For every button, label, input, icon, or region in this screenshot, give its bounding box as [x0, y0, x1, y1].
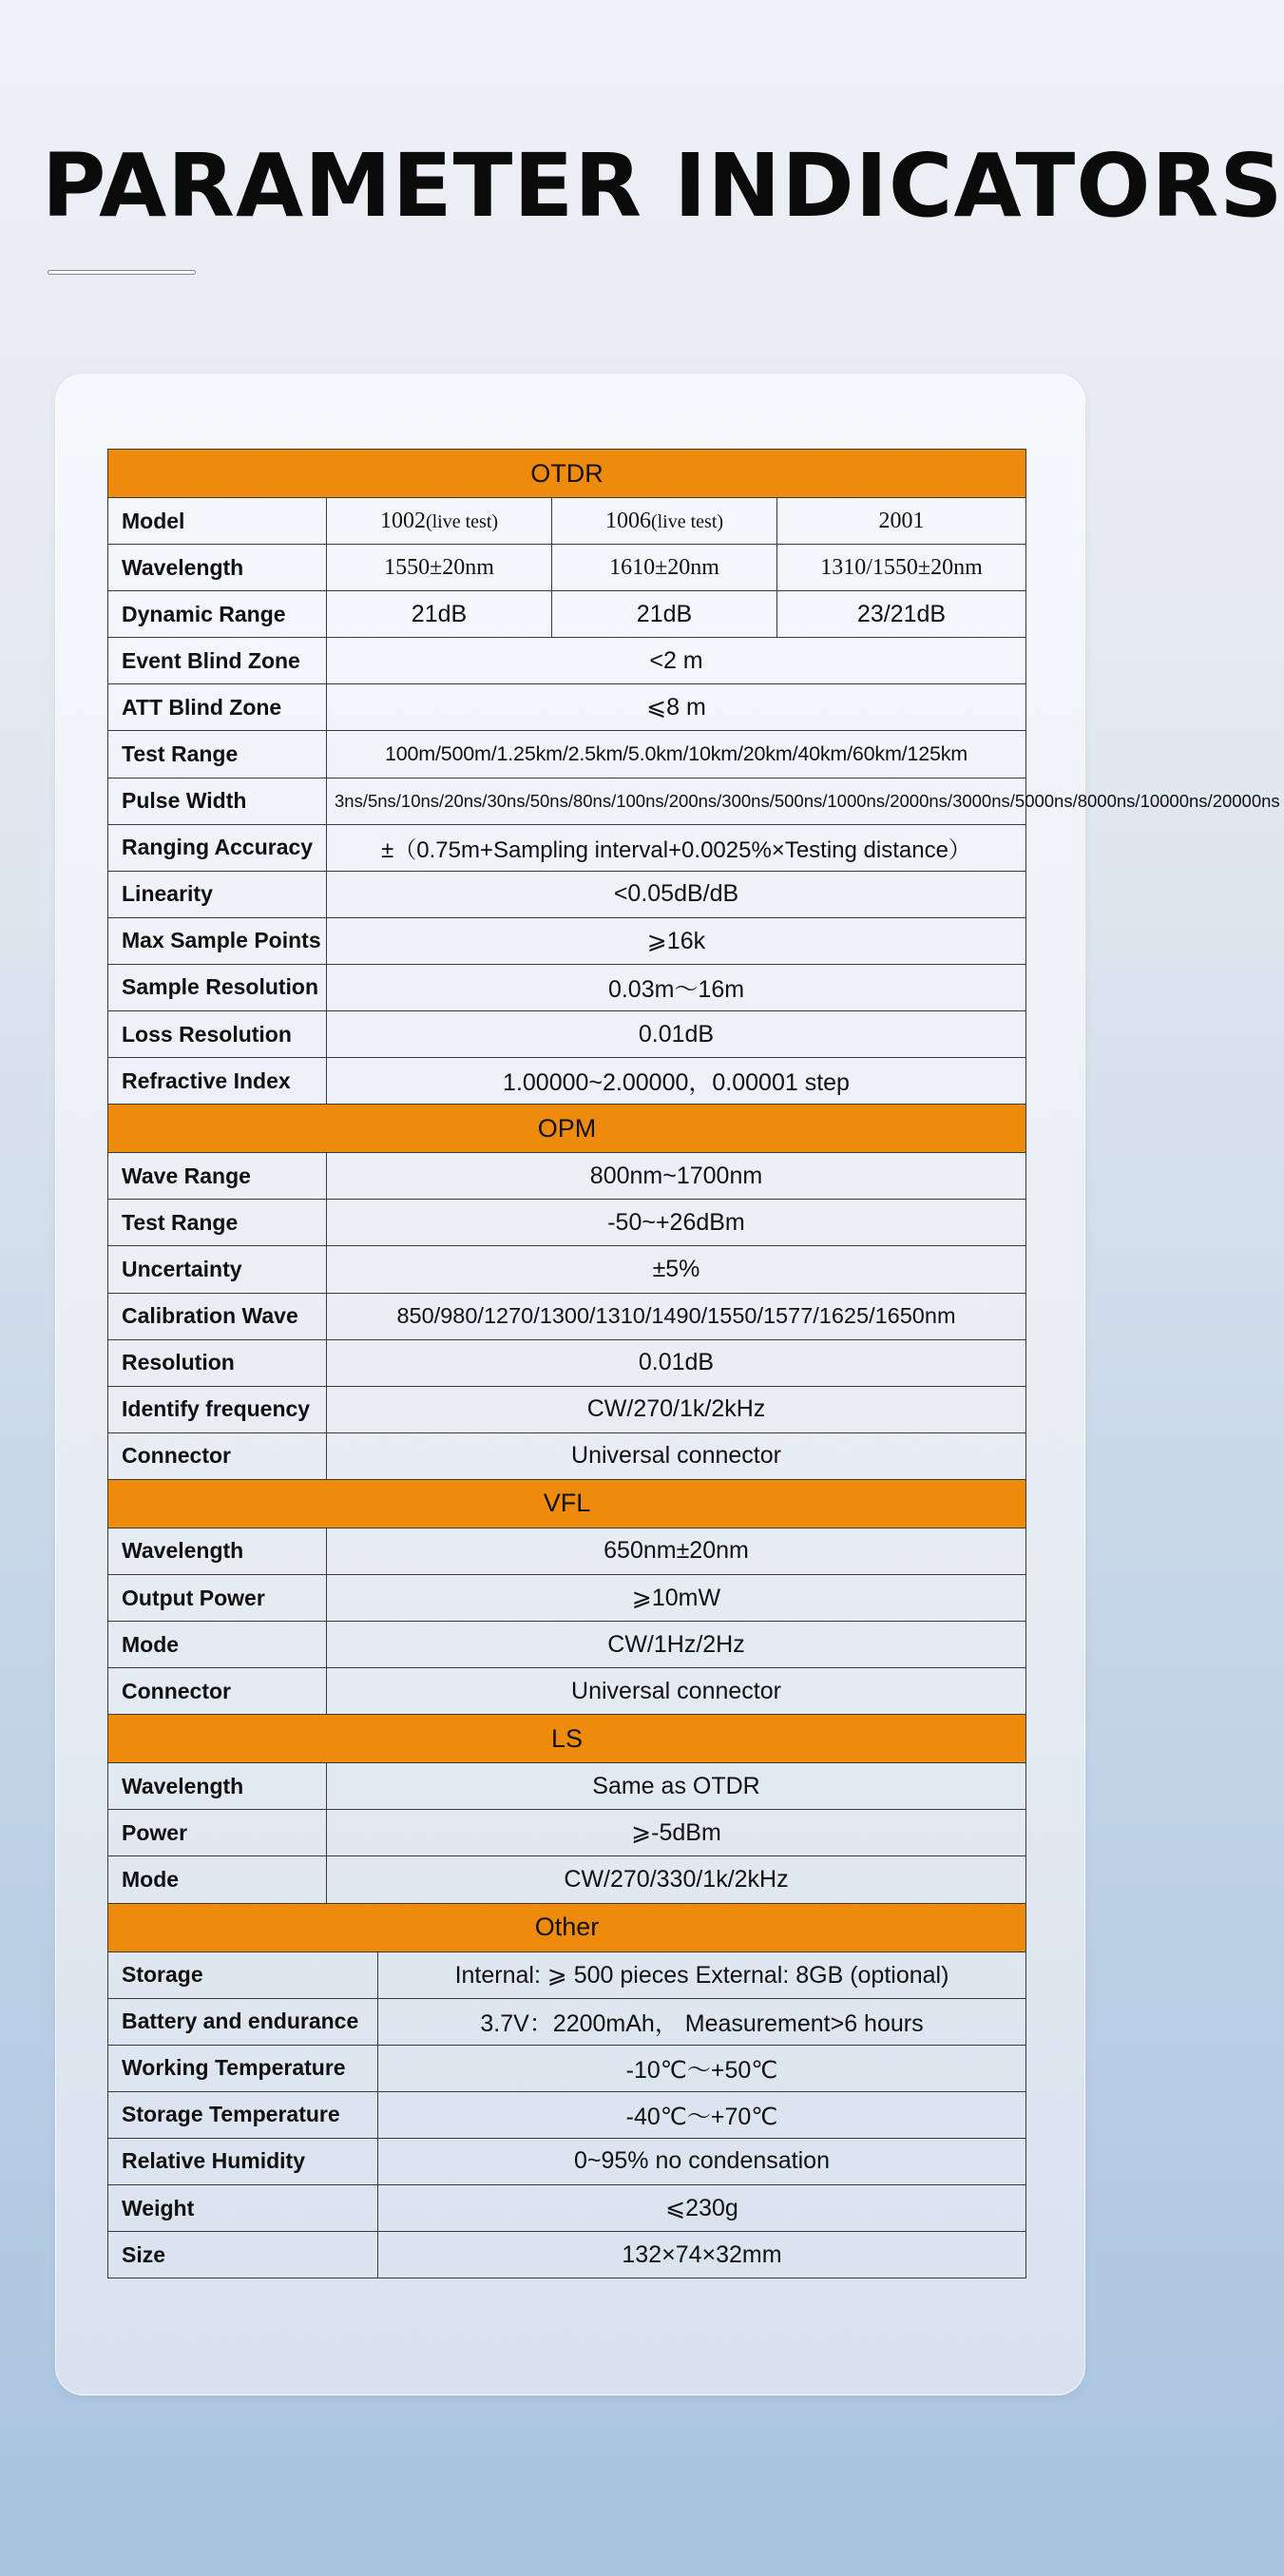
table-row	[108, 1622, 1026, 1668]
row-value: <2 m	[327, 638, 1026, 684]
table-row	[108, 1293, 1026, 1339]
row-value: 21dB	[327, 591, 552, 638]
row-label: Event Blind Zone	[108, 638, 327, 684]
row-label: Sample Resolution	[108, 964, 327, 1010]
row-label: Mode	[108, 1622, 327, 1668]
table-row	[108, 545, 1026, 591]
row-value: ⩾10mW	[327, 1574, 1026, 1621]
row-label: Storage	[108, 1951, 378, 1998]
spec-table	[107, 449, 1280, 2278]
row-value: 1310/1550±20nm	[777, 545, 1026, 591]
row-label: Storage Temperature	[108, 2091, 378, 2138]
table-row	[108, 917, 1026, 964]
table-row	[108, 1011, 1026, 1058]
row-label: Wavelength	[108, 1763, 327, 1810]
table-row	[108, 778, 1026, 824]
row-label: Test Range	[108, 1200, 327, 1246]
table-row	[108, 1200, 1026, 1246]
section-title: OPM	[108, 1105, 1026, 1153]
row-label: Battery and endurance	[108, 1998, 378, 2045]
row-value: Internal: ⩾ 500 pieces External: 8GB (optional)	[378, 1951, 1026, 1998]
section-title: LS	[108, 1715, 1026, 1763]
model-cell: 1006(live test)	[552, 498, 777, 545]
row-value: CW/270/1k/2kHz	[327, 1386, 1026, 1432]
row-value: 100m/500m/1.25km/2.5km/5.0km/10km/20km/40km/60km/125km	[327, 731, 1026, 778]
row-value: 850/980/1270/1300/1310/1490/1550/1577/1625/1650nm	[327, 1293, 1026, 1339]
section-title: VFL	[108, 1479, 1026, 1528]
row-label: Wavelength	[108, 545, 327, 591]
row-label: Mode	[108, 1856, 327, 1903]
row-label: Wave Range	[108, 1153, 327, 1200]
row-label: Working Temperature	[108, 2045, 378, 2091]
row-label: ATT Blind Zone	[108, 684, 327, 731]
table-row	[108, 824, 1026, 871]
row-label: Uncertainty	[108, 1246, 327, 1293]
row-label: Identify frequency	[108, 1386, 327, 1432]
table-row	[108, 1153, 1026, 1200]
row-value: -10℃～+50℃	[378, 2045, 1026, 2091]
row-value: <0.05dB/dB	[327, 871, 1026, 917]
page-title: PARAMETER INDICATORS	[42, 135, 1284, 237]
row-value: 0~95% no condensation	[378, 2138, 1026, 2184]
table-row	[108, 1246, 1026, 1293]
table-row	[108, 1528, 1026, 1574]
section-header-ls	[108, 1715, 1026, 1763]
row-value: CW/1Hz/2Hz	[327, 1622, 1026, 1668]
table-row	[108, 1998, 1026, 2045]
row-label: Connector	[108, 1668, 327, 1715]
section-title: OTDR	[108, 450, 1026, 498]
row-label: Linearity	[108, 871, 327, 917]
table-row	[108, 964, 1026, 1010]
row-value: ±（0.75m+Sampling interval+0.0025%×Testing distance）	[327, 824, 1026, 871]
row-label: Dynamic Range	[108, 591, 327, 638]
row-value: 1.00000~2.00000，0.00001 step	[327, 1058, 1026, 1105]
row-value: 3.7V：2200mAh， Measurement>6 hours	[378, 1998, 1026, 2045]
row-label: Ranging Accuracy	[108, 824, 327, 871]
table-row	[108, 684, 1026, 731]
row-value: 1610±20nm	[552, 545, 777, 591]
row-label: Output Power	[108, 1574, 327, 1621]
row-value: 23/21dB	[777, 591, 1026, 638]
row-value: 0.03m～16m	[327, 964, 1026, 1010]
row-value: -40℃～+70℃	[378, 2091, 1026, 2138]
row-value: ⩾16k	[327, 917, 1026, 964]
row-value: ±5%	[327, 1246, 1026, 1293]
row-label: Connector	[108, 1432, 327, 1479]
table-row	[108, 591, 1026, 638]
row-label: Resolution	[108, 1339, 327, 1386]
row-value: ⩽230g	[378, 2185, 1026, 2232]
row-value: 3ns/5ns/10ns/20ns/30ns/50ns/80ns/100ns/200ns/300ns/500ns/1000ns/2000ns/3000ns/5000ns/8000ns/10000ns/20000ns	[327, 778, 1026, 824]
table-row	[108, 2138, 1026, 2184]
table-row	[108, 2232, 1026, 2278]
table-row	[108, 2091, 1026, 2138]
row-value: 650nm±20nm	[327, 1528, 1026, 1574]
row-value: -50~+26dBm	[327, 1200, 1026, 1246]
row-label: Test Range	[108, 731, 327, 778]
table-row	[108, 1951, 1026, 1998]
model-cell: 1002(live test)	[327, 498, 552, 545]
section-header-opm	[108, 1105, 1026, 1153]
table-row	[108, 1432, 1026, 1479]
row-label: Wavelength	[108, 1528, 327, 1574]
row-label: Model	[108, 498, 327, 545]
section-header-other	[108, 1903, 1026, 1951]
row-value: Same as OTDR	[327, 1763, 1026, 1810]
row-label: Calibration Wave	[108, 1293, 327, 1339]
table-row	[108, 1763, 1026, 1810]
table-row	[108, 498, 1026, 545]
row-label: Refractive Index	[108, 1058, 327, 1105]
table-row	[108, 2045, 1026, 2091]
table-row	[108, 731, 1026, 778]
row-label: Pulse Width	[108, 778, 327, 824]
row-label: Relative Humidity	[108, 2138, 378, 2184]
section-header-vfl	[108, 1479, 1026, 1528]
row-value: ⩾-5dBm	[327, 1810, 1026, 1856]
row-value: 132×74×32mm	[378, 2232, 1026, 2278]
row-label: Loss Resolution	[108, 1011, 327, 1058]
row-value: 0.01dB	[327, 1339, 1026, 1386]
title-underline	[48, 270, 196, 275]
table-row	[108, 1810, 1026, 1856]
row-value: CW/270/330/1k/2kHz	[327, 1856, 1026, 1903]
table-row	[108, 1668, 1026, 1715]
row-value: ⩽8 m	[327, 684, 1026, 731]
table-row	[108, 1058, 1026, 1105]
model-cell: 2001	[777, 498, 1026, 545]
table-row	[108, 1339, 1026, 1386]
row-value: 1550±20nm	[327, 545, 552, 591]
table-row	[108, 1856, 1026, 1903]
table-row	[108, 638, 1026, 684]
row-value: Universal connector	[327, 1432, 1026, 1479]
row-label: Weight	[108, 2185, 378, 2232]
section-title: Other	[108, 1903, 1026, 1951]
table-row	[108, 2185, 1026, 2232]
table-row	[108, 1386, 1026, 1432]
row-value: 21dB	[552, 591, 777, 638]
section-header-otdr	[108, 450, 1026, 498]
row-label: Max Sample Points	[108, 917, 327, 964]
table-row	[108, 1574, 1026, 1621]
row-value: 0.01dB	[327, 1011, 1026, 1058]
row-label: Size	[108, 2232, 378, 2278]
row-value: 800nm~1700nm	[327, 1153, 1026, 1200]
table-row	[108, 871, 1026, 917]
row-label: Power	[108, 1810, 327, 1856]
row-value: Universal connector	[327, 1668, 1026, 1715]
